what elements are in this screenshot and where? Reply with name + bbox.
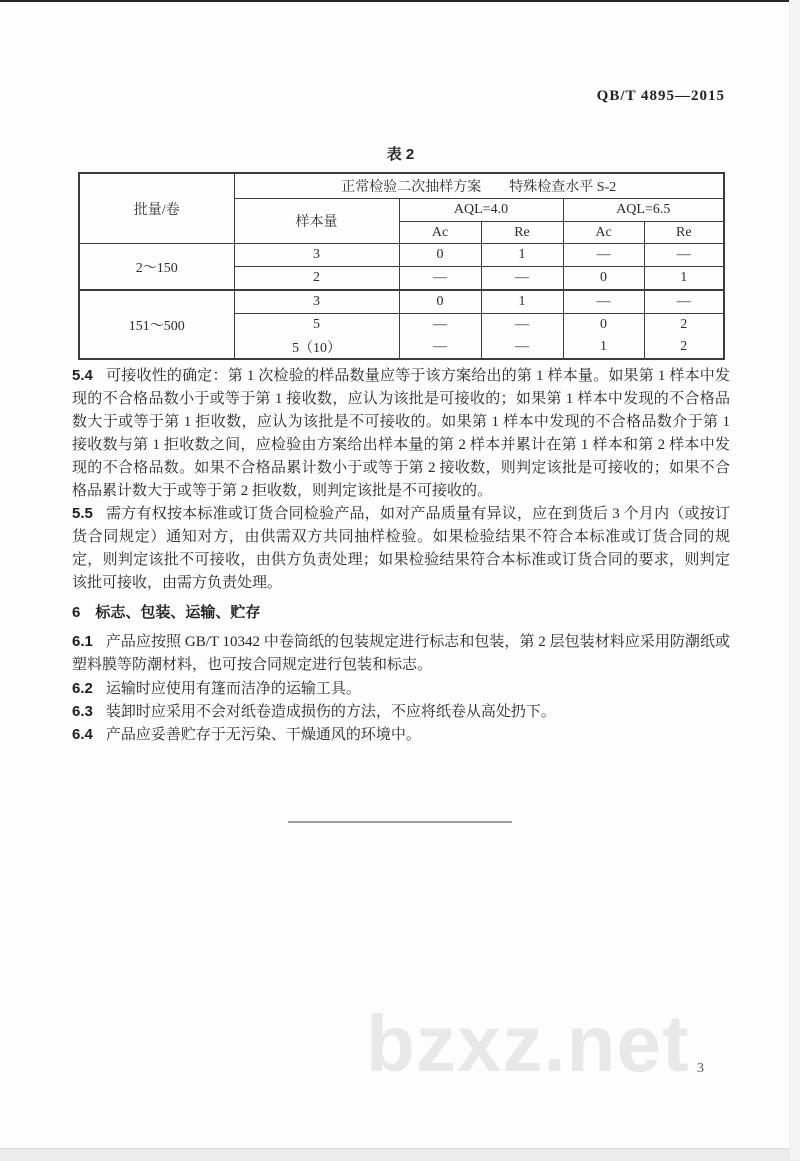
batch-range-cell: 151～500 [79, 290, 234, 359]
clause-text: 运输时应使用有篷而洁净的运输工具。 [105, 681, 361, 697]
clause-text: 需方有权按本标准或订货合同检验产品，如对产品质量有异议，应在到货后 3 个月内（或按订货合同规定）通知对方，由供需双方共同抽样检验。如果检验结果不符合本标准或订货合同的规定，则判定该批不可接收，由供方负责处理；如果检验结果符合本标准或订货合同的要求，则判定该批可接收，由需方负责处理。 [72, 506, 730, 591]
sample-size-cell: 3 [234, 244, 399, 267]
table-caption: 表 2 [386, 146, 415, 163]
site-watermark: bzxz.net [366, 999, 690, 1088]
ac-cell: 1 [563, 336, 644, 359]
section-number: 6 [72, 604, 81, 621]
clause-number: 5.5 [72, 505, 93, 522]
sample-size-cell: 3 [234, 290, 399, 314]
re-cell: — [644, 290, 724, 314]
document-end-rule [288, 821, 512, 823]
column-header-ac: Ac [399, 222, 481, 244]
ac-cell: — [399, 336, 481, 359]
re-cell: 2 [644, 314, 724, 337]
standard-code-header: QB/T 4895—2015 [596, 88, 725, 104]
column-header-re: Re [481, 222, 563, 244]
re-cell: — [481, 267, 563, 291]
scan-edge-top [0, 0, 800, 2]
column-header-batch: 批量/卷 [79, 173, 234, 244]
clause-number: 6.3 [72, 703, 93, 720]
column-header-aql-6-5: AQL=6.5 [563, 199, 724, 222]
ac-cell: — [399, 314, 481, 337]
clause-number: 6.4 [72, 726, 93, 743]
column-header-sample-size: 样本量 [234, 199, 399, 244]
clause-6-2 [72, 677, 730, 701]
sampling-plan-table [78, 172, 725, 360]
clause-6-4 [72, 723, 730, 747]
ac-cell: — [399, 267, 481, 291]
sample-size-cell: 5 [234, 314, 399, 337]
ac-cell: — [563, 290, 644, 314]
clause-5-4 [72, 364, 730, 503]
column-header-aql-4-0: AQL=4.0 [399, 199, 563, 222]
clause-number: 5.4 [72, 367, 93, 384]
scan-edge-right [789, 0, 800, 1160]
ac-cell: — [563, 244, 644, 267]
re-cell: 1 [481, 290, 563, 314]
column-header-re: Re [644, 222, 724, 244]
re-cell: — [481, 336, 563, 359]
ac-cell: 0 [563, 314, 644, 337]
re-cell: 2 [644, 336, 724, 359]
re-cell: 1 [644, 267, 724, 291]
re-cell: — [644, 244, 724, 267]
column-header-plan: 正常检验二次抽样方案 特殊检查水平 S-2 [234, 173, 724, 199]
clause-6-1 [72, 630, 730, 677]
table-row [79, 244, 724, 267]
clause-number: 6.2 [72, 680, 93, 697]
ac-cell: 0 [399, 290, 481, 314]
sample-size-cell: 5（10） [234, 336, 399, 359]
clause-text: 产品应妥善贮存于无污染、干燥通风的环境中。 [105, 727, 421, 743]
section-title: 标志、包装、运输、贮存 [95, 604, 261, 621]
clause-text: 装卸时应采用不会对纸卷造成损伤的方法，不应将纸卷从高处扔下。 [105, 704, 556, 720]
re-cell: 1 [481, 244, 563, 267]
page-number: 3 [697, 1061, 704, 1076]
table-row [79, 290, 724, 314]
scan-edge-bottom [0, 1148, 800, 1161]
re-cell: — [481, 314, 563, 337]
clause-number: 6.1 [72, 633, 93, 650]
clause-text: 可接收性的确定：第 1 次检验的样品数量应等于该方案给出的第 1 样本量。如果第 1 样本中发现的不合格品数小于或等于第 1 接收数，应认为该批是可接收的；如果第 1 样本中发现的不合格品数大于或等于第 1 拒收数，应认为该批是不可接收的。如果第 1 样本中发现的不合格品数介于第 1 接收数与第 1 拒收数之间，应检验由方案给出样本量的第 2 样本并累计在第 1 样本和第 2 样本中发现的不合格品数。如果不合格品累计数小于或等于第 2 接收数，则判定该批是可接收的；如果不合格品累计数大于或等于第 2 拒收数，则判定该批是不可接收的。 [72, 368, 730, 499]
batch-range-cell: 2～150 [79, 244, 234, 291]
ac-cell: 0 [399, 244, 481, 267]
section-6-heading [72, 601, 730, 622]
column-header-ac: Ac [563, 222, 644, 244]
ac-cell: 0 [563, 267, 644, 291]
sample-size-cell: 2 [234, 267, 399, 291]
clause-text: 产品应按照 GB/T 10342 中卷筒纸的包装规定进行标志和包装，第 2 层包装材料应采用防潮纸或塑料膜等防潮材料，也可按合同规定进行包装和标志。 [72, 634, 730, 673]
clause-6-3 [72, 700, 730, 724]
clause-5-5 [72, 502, 730, 595]
